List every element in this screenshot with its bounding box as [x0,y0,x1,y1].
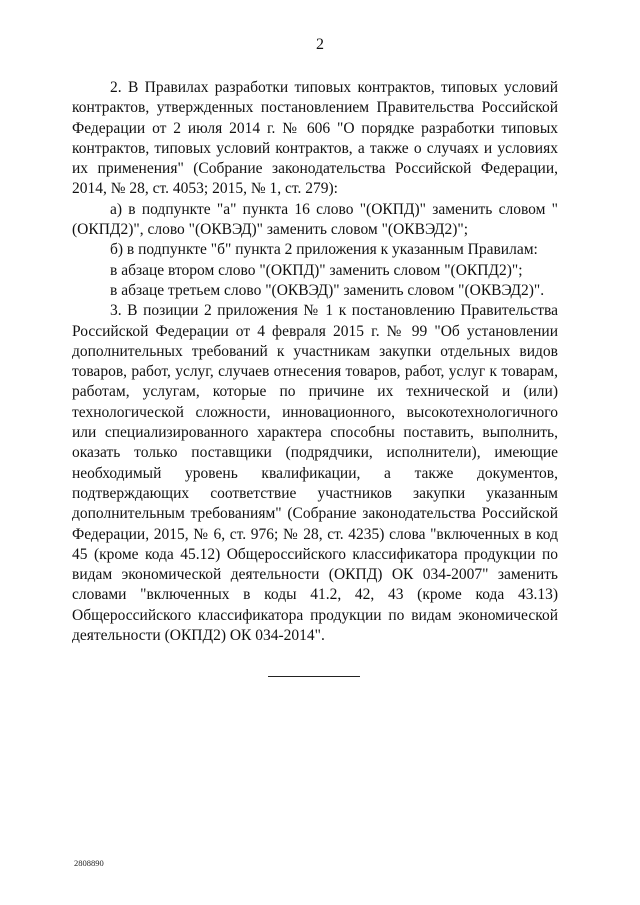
paragraph-third-indent: в абзаце третьем слово "(ОКВЭД)" заменить словом "(ОКВЭД2)". [110,281,545,299]
paragraph-3-position-amendment: 3. В позиции 2 приложения № 1 к постановлению Правительства Российской Федерации от 4 февраля 2015 г. № 99 "Об установлении дополнительных требований к участникам закупки отдельных видов товаров, работ, услуг, случаев отнесения товаров, работ, услуг к товарам, работам, услугам, которые по причине их технической и (или) технологической сложности, инновационного, высокотехнологичного или специализированного характера способны поставить, выполнить, оказать только поставщики (подрядчики, исполнители), имеющие необходимый уровень квалификации, а также документов, подтверждающих соответствие участников закупки указанным дополнительным требованиям" (Собрание законодательства Российской Федерации, 2015, № 6, ст. 976; № 28, ст. 4235) слова "включенных в код 45 (кроме кода 45.12) Общероссийского классификатора продукции по видам экономической деятельности (ОКПД) ОК 034-2007" заменить словами "включенных в коды 41.2, 42, 43 (кроме кода 43.13) Общероссийского классификатора продукции по видам экономической деятельности (ОКПД2) ОК 034-2014". [72,302,558,645]
page-number: 2 [316,36,324,53]
paragraph-2-rules-amendment: 2. В Правилах разработки типовых контрактов, типовых условий контрактов, утвержденных постановлением Правительства Российской Федерации от 2 июля 2014 г. № 606 "О порядке разработки типовых контрактов, типовых условий контрактов, а также о случаях и условиях их применения" (Собрание законодательства Российской Федерации, 2014, № 28, ст. 4053; 2015, № 1, ст. 279): [72,79,558,198]
document-body [72,78,558,646]
paragraph-subpoint-a: а) в подпункте "а" пункта 16 слово "(ОКПД)" заменить словом "(ОКПД2)", слово "(ОКВЭД)" заменить словом "(ОКВЭД2)"; [72,200,558,239]
paragraph-subpoint-b: б) в подпункте "б" пункта 2 приложения к указанным Правилам: [110,241,538,259]
end-separator-line [268,676,360,677]
paragraph-second-indent: в абзаце втором слово "(ОКПД)" заменить словом "(ОКПД2)"; [110,261,523,279]
document-code: 2808890 [74,858,104,868]
